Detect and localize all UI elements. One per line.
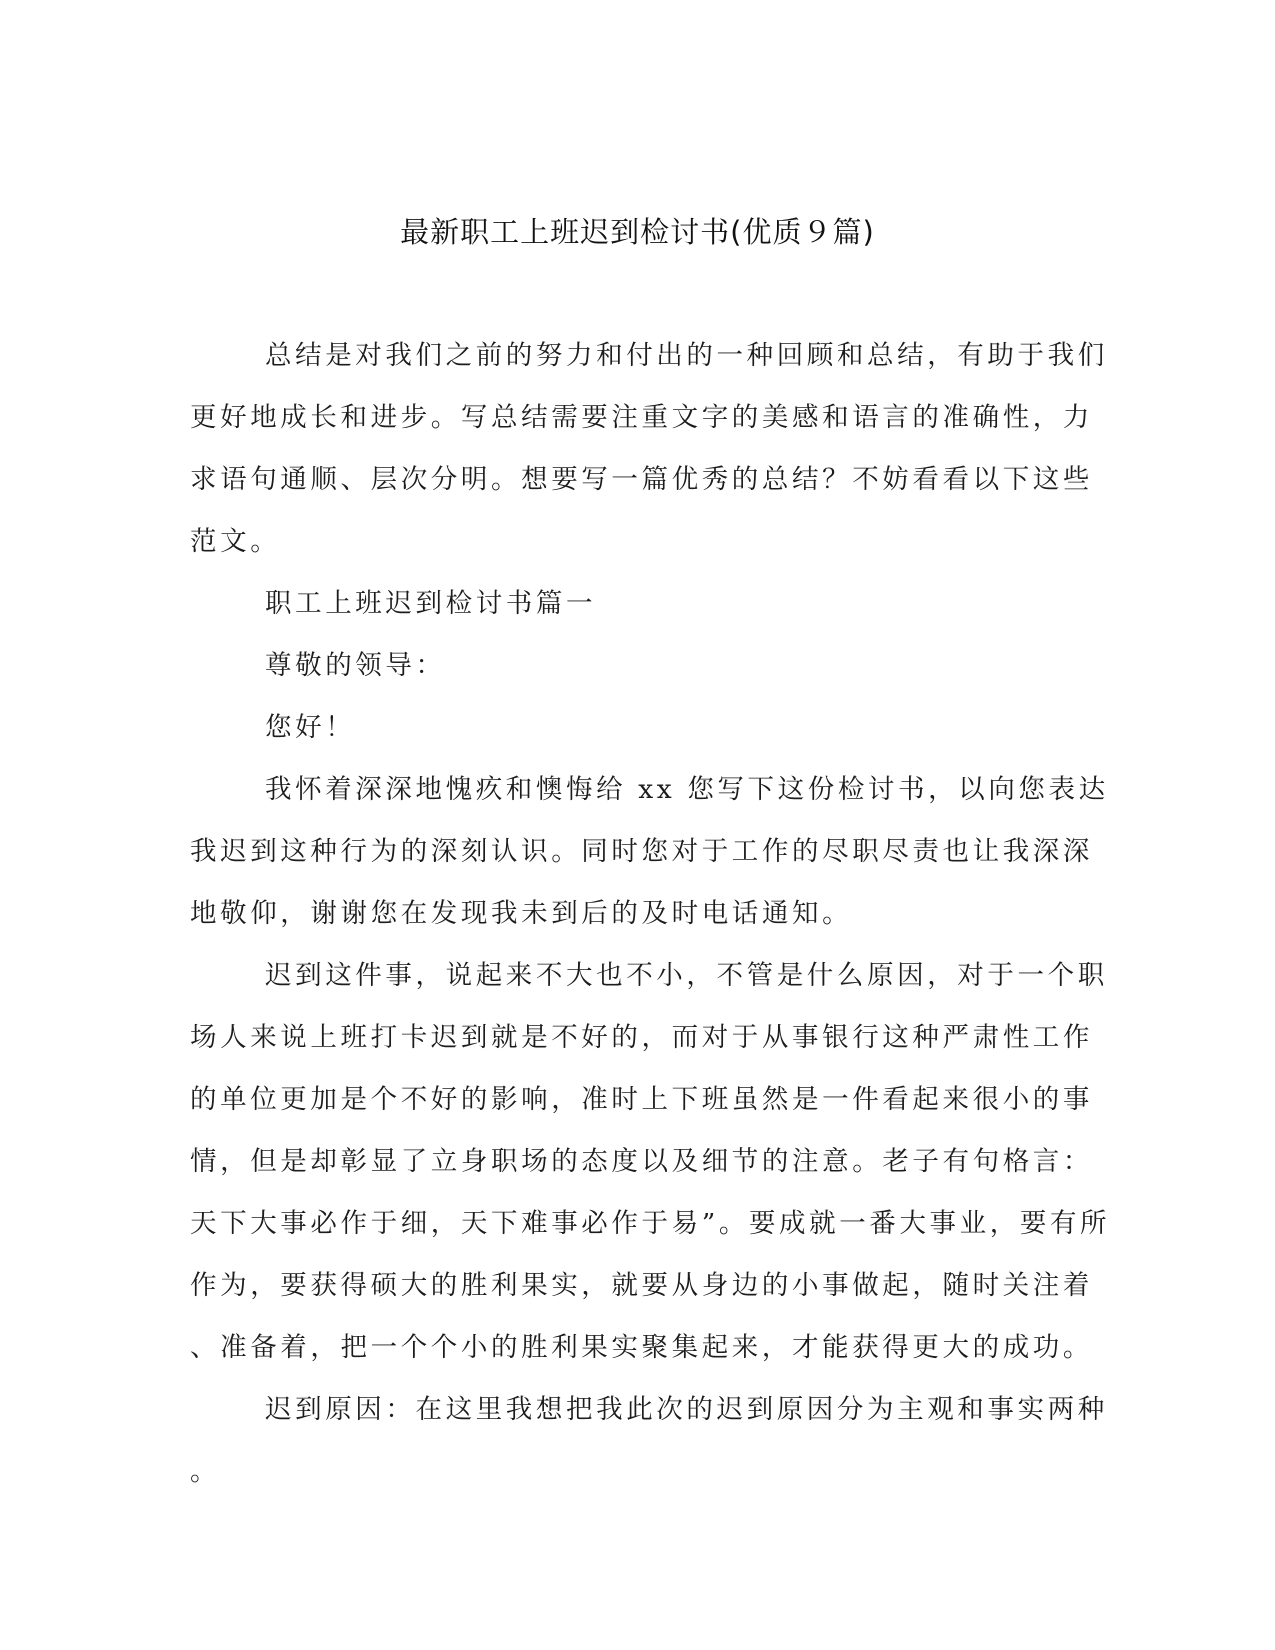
paragraph-intro <box>190 325 1108 573</box>
text-line: 地敬仰，谢谢您在发现我未到后的及时电话通知。 <box>190 898 853 929</box>
text-line: 迟到原因：在这里我想把我此次的迟到原因分为主观和事实两种 <box>265 1394 1108 1425</box>
text-line: 范文。 <box>190 526 281 557</box>
salutation <box>190 635 1080 697</box>
text-line: 天下大事必作于细，天下难事必作于易”。要成就一番大事业，要有所 <box>190 1208 1111 1239</box>
document-title: 最新职工上班迟到检讨书(优质９篇) <box>400 215 875 249</box>
paragraph-reasons <box>190 1379 1108 1503</box>
text-line: 情，但是却彰显了立身职场的态度以及细节的注意。老子有句格言： <box>190 1146 1093 1177</box>
section-heading <box>190 573 1080 635</box>
text-line: 迟到这件事，说起来不大也不小，不管是什么原因，对于一个职 <box>265 960 1108 991</box>
text-line: 。 <box>190 1456 221 1487</box>
text-line: 求语句通顺、层次分明。想要写一篇优秀的总结？不妨看看以下这些 <box>190 464 1093 495</box>
text-line: 更好地成长和进步。写总结需要注重文字的美感和语言的准确性，力 <box>190 402 1093 433</box>
text-line: 总结是对我们之前的努力和付出的一种回顾和总结，有助于我们 <box>265 340 1108 371</box>
text-line: 我迟到这种行为的深刻认识。同时您对于工作的尽职尽责也让我深深 <box>190 836 1093 867</box>
greeting <box>190 697 1080 759</box>
document-body <box>190 325 1111 1503</box>
text-line: 场人来说上班打卡迟到就是不好的，而对于从事银行这种严肃性工作 <box>190 1022 1093 1053</box>
text-line: 您好！ <box>265 712 356 743</box>
text-line: 我怀着深深地愧疚和懊悔给 xx 您写下这份检讨书，以向您表达 <box>265 774 1109 805</box>
text-line: 尊敬的领导： <box>265 650 446 681</box>
text-line: 、准备着，把一个个小的胜利果实聚集起来，才能获得更大的成功。 <box>190 1332 1093 1363</box>
paragraph-apology <box>190 759 1109 945</box>
text-line: 作为，要获得硕大的胜利果实，就要从身边的小事做起，随时关注着 <box>190 1270 1093 1301</box>
paragraph-reflection <box>190 945 1111 1379</box>
text-line: 职工上班迟到检讨书篇一 <box>265 588 597 619</box>
text-line: 的单位更加是个不好的影响，准时上下班虽然是一件看起来很小的事 <box>190 1084 1093 1115</box>
